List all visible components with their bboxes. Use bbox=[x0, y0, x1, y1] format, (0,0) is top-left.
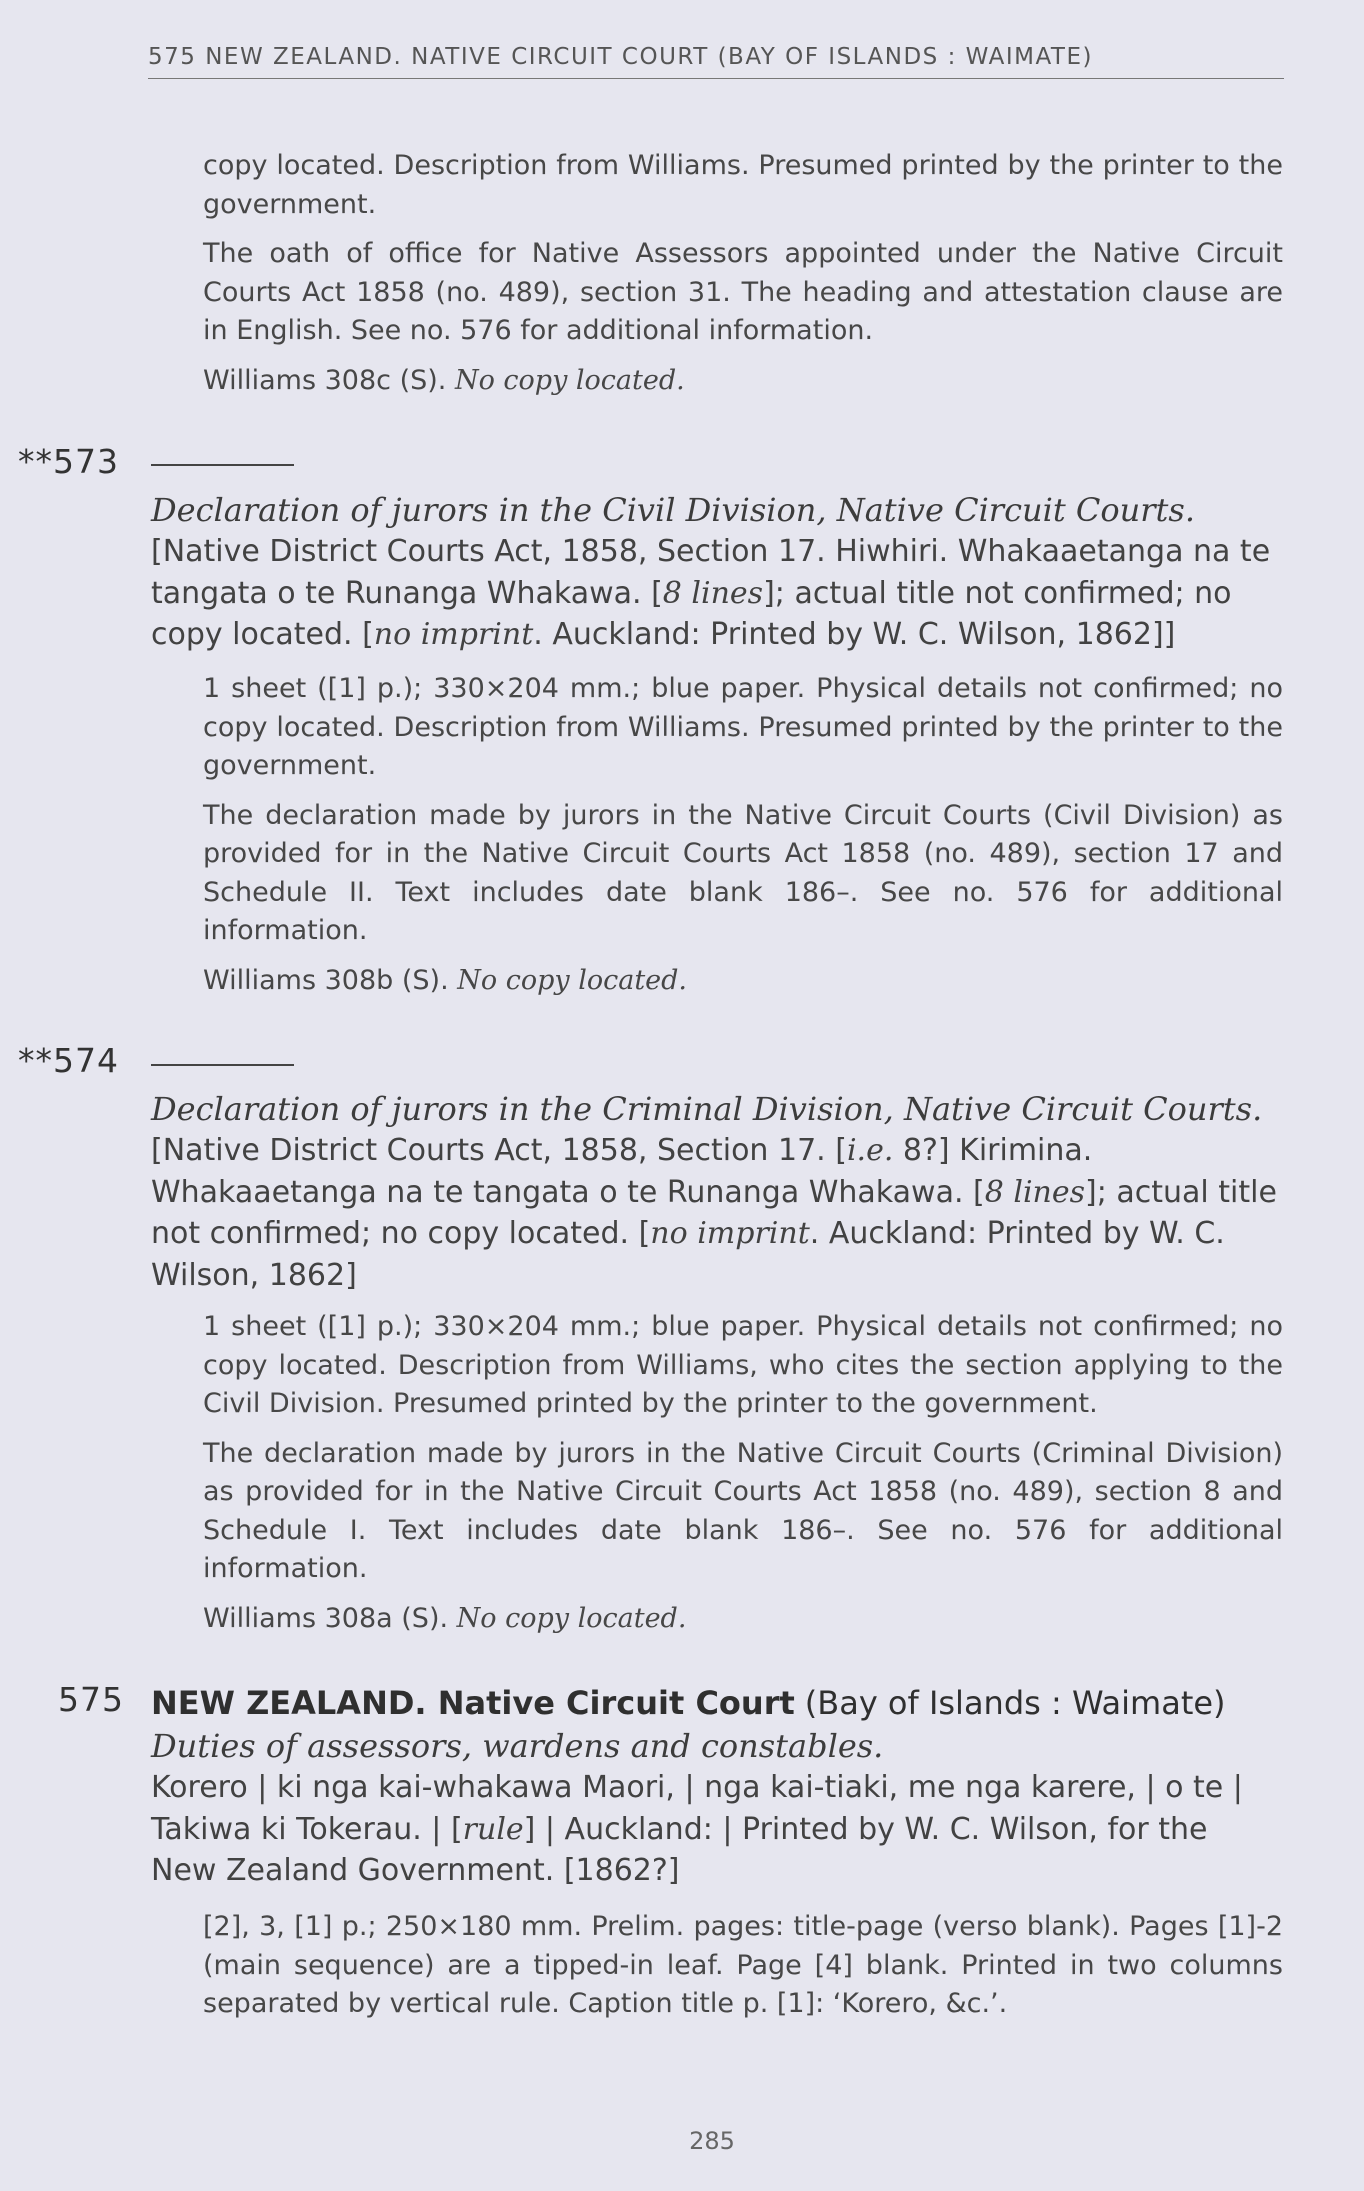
entry-imprint: Korero | ki nga kai-whakawa Maori, | nga kai-tiaki, me nga karere, | o te | Takiwa ki Tokerau. | [rule] | Auckland: | Printed by W. C. Wilson, for the New Zealand Government. [1862?] bbox=[151, 1770, 1243, 1888]
entry-number: **574 bbox=[18, 1041, 119, 1080]
note-paragraph: copy located. Description from Williams. Presumed printed by the printer to the government. bbox=[203, 150, 1283, 220]
entry-572-continuation bbox=[203, 147, 1283, 411]
note-paragraph: The declaration made by jurors in the Native Circuit Courts (Civil Division) as provided for in the Native Circuit Courts Act 1858 (no. 489), section 17 and Schedule II. Text includes date blank 186–. See no. 576 for additional information. bbox=[203, 799, 1283, 946]
note-paragraph: [2], 3, [1] p.; 250×180 mm. Prelim. pages: title-page (verso blank). Pages [1]-2 (main sequence) are a tipped-in leaf. Page [4] blank. Printed in two columns separated by vertical rule. Caption title p. [1]: ‘Korero, &c.’. bbox=[203, 1911, 1283, 2019]
note-paragraph: The declaration made by jurors in the Native Circuit Courts (Criminal Division) as provided for in the Native Circuit Courts Act 1858 (no. 489), section 8 and Schedule I. Text includes date blank 186–. See no. 576 for additional information. bbox=[203, 1437, 1283, 1584]
reference-italic: No copy located. bbox=[454, 364, 685, 396]
entry-title: Declaration of jurors in the Civil Division, Native Circuit Courts. bbox=[151, 491, 1195, 529]
author-dash bbox=[151, 464, 294, 466]
reference-italic: No copy located. bbox=[457, 964, 688, 996]
entry-573-title-block bbox=[151, 489, 1281, 656]
reference-text: Williams 308b (S). bbox=[203, 964, 449, 996]
entry-heading: NEW ZEALAND. Native Circuit Court (Bay of Islands : Waimate) bbox=[151, 1684, 1226, 1722]
entry-574-notes bbox=[203, 1308, 1283, 1649]
note-paragraph: The oath of office for Native Assessors appointed under the Native Circuit Courts Act 1858 (no. 489), section 31. The heading and attestation clause are in English. See no. 576 for additional information. bbox=[203, 238, 1283, 346]
note-paragraph: 1 sheet ([1] p.); 330×204 mm.; blue paper. Physical details not confirmed; no copy located. Description from Williams. Presumed printed by the printer to the government. bbox=[203, 673, 1283, 781]
note-paragraph: 1 sheet ([1] p.); 330×204 mm.; blue paper. Physical details not confirmed; no copy located. Description from Williams, who cites the section applying to the Civil Division. Presumed printed by the printer to the government. bbox=[203, 1311, 1283, 1419]
entry-575-title-block bbox=[151, 1681, 1281, 1892]
reference-line bbox=[203, 362, 1283, 401]
entry-imprint: [Native District Courts Act, 1858, Section 17. [i.e. 8?] Kirimina. Whakaaetanga na te tangata o te Runanga Whakawa. [8 lines]; actual title not confirmed; no copy located. [no imprint. Auckland: Printed by W. C. Wilson, 1862] bbox=[151, 1133, 1277, 1293]
entry-title: Duties of assessors, wardens and constables. bbox=[151, 1727, 884, 1765]
entry-573-notes bbox=[203, 670, 1283, 1011]
page-number: 285 bbox=[689, 2127, 735, 2155]
entry-title: Declaration of jurors in the Criminal Division, Native Circuit Courts. bbox=[151, 1090, 1263, 1128]
reference-italic: No copy located. bbox=[456, 1602, 687, 1634]
entry-number: 575 bbox=[58, 1680, 124, 1719]
entry-number: **573 bbox=[18, 442, 119, 481]
entry-574-title-block bbox=[151, 1088, 1281, 1296]
entry-imprint: [Native District Courts Act, 1858, Section 17. Hiwhiri. Whakaaetanga na te tangata o te Runanga Whakawa. [8 lines]; actual title not confirmed; no copy located. [no imprint. Auckland: Printed by W. C. Wilson, 1862]] bbox=[151, 534, 1271, 652]
reference-line bbox=[203, 962, 1283, 1001]
reference-text: Williams 308c (S). bbox=[203, 364, 447, 396]
entry-575-notes bbox=[203, 1908, 1283, 2035]
reference-text: Williams 308a (S). bbox=[203, 1602, 449, 1634]
running-head: 575 NEW ZEALAND. NATIVE CIRCUIT COURT (BAY OF ISLANDS : WAIMATE) bbox=[148, 44, 1284, 79]
reference-line bbox=[203, 1600, 1283, 1639]
author-dash bbox=[151, 1064, 294, 1066]
